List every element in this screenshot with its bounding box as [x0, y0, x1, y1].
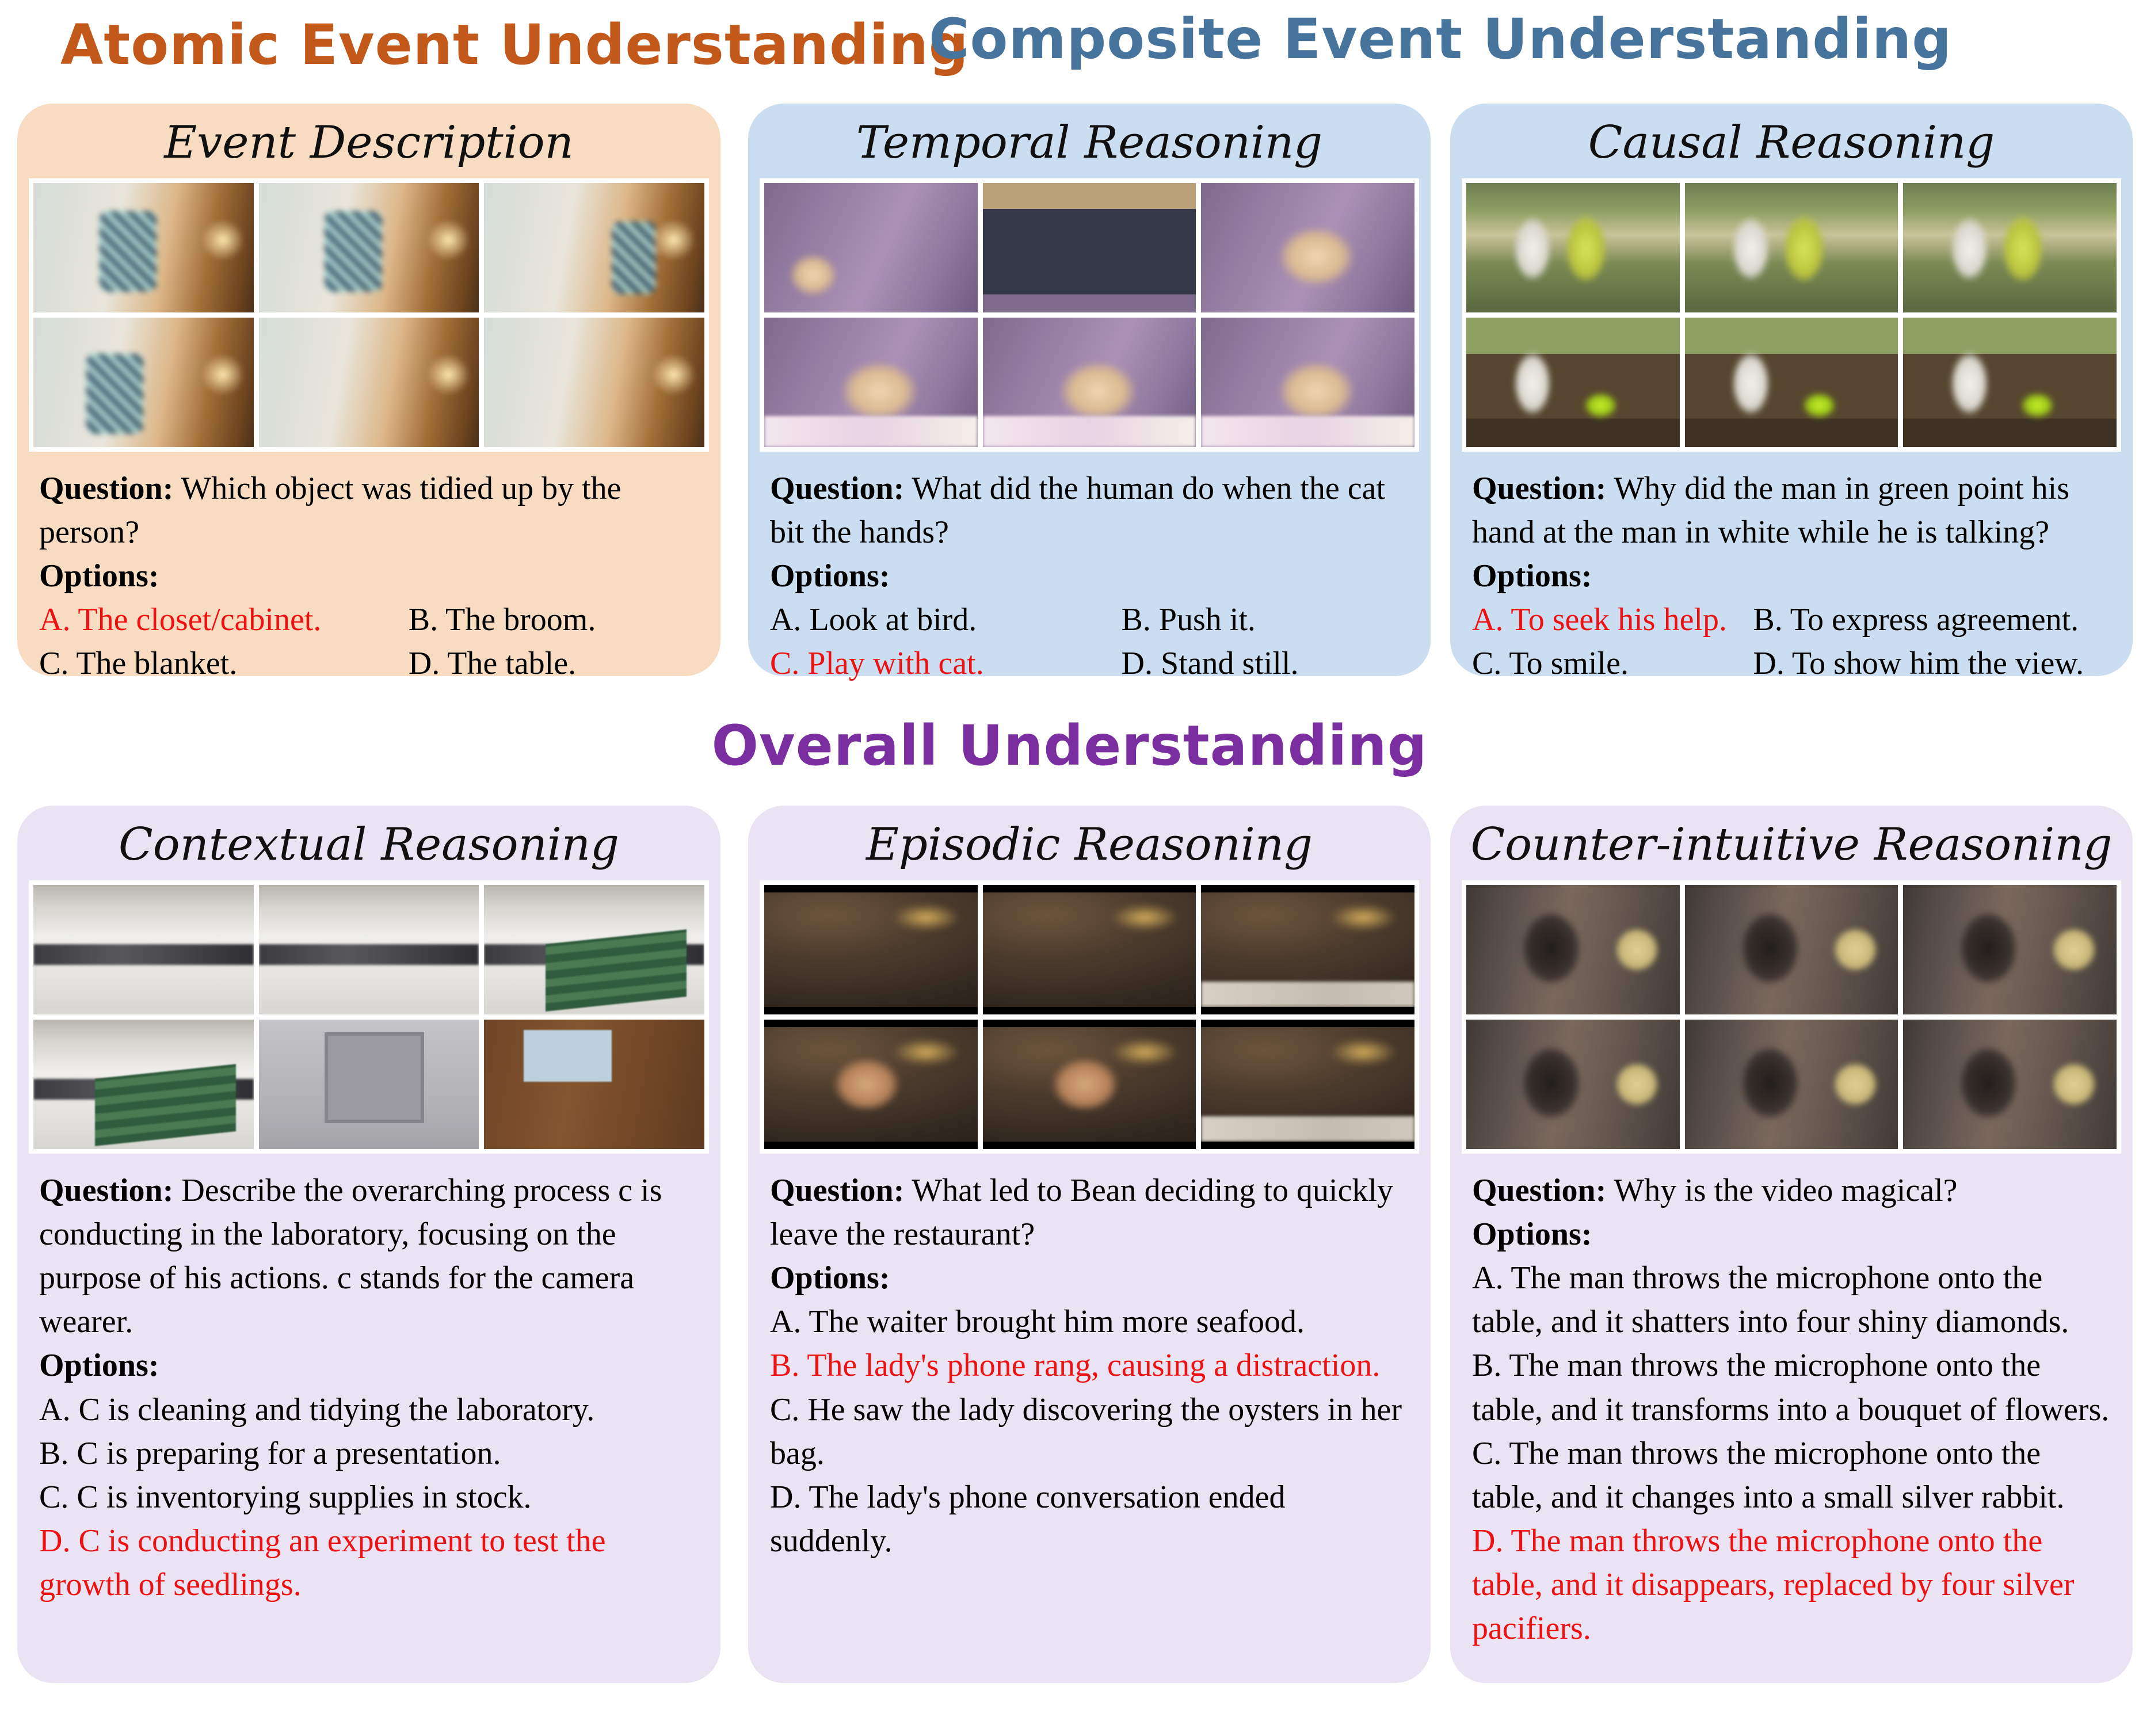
- video-frame-grid: [29, 178, 709, 452]
- question-block: [1450, 452, 2133, 686]
- options-label: Options:: [39, 1348, 159, 1384]
- video-frame: [1903, 183, 2117, 312]
- option-c: C. The man throws the microphone onto the table, and it changes into a small silver rabbit.: [1472, 1435, 2065, 1515]
- option-a: A. The closet/cabinet.: [39, 602, 322, 638]
- option-b: B. The lady's phone rang, causing a distraction.: [770, 1348, 1381, 1384]
- options-list: [770, 1300, 1409, 1563]
- video-frame: [259, 1020, 479, 1149]
- options-list: [39, 1388, 699, 1607]
- question-label: Question:: [39, 1172, 174, 1208]
- option-a: A. To seek his help.: [1472, 602, 1727, 638]
- option-c: C. C is inventorying supplies in stock.: [39, 1479, 532, 1515]
- option-c: C. To smile.: [1472, 646, 1629, 682]
- video-frame: [1201, 183, 1414, 312]
- option-d: D. C is conducting an experiment to test the growth of seedlings.: [39, 1523, 606, 1603]
- video-frame: [484, 183, 704, 312]
- panel-header: Event Description: [164, 117, 574, 169]
- video-frame: [764, 1020, 978, 1149]
- options-label: Options:: [770, 1260, 890, 1296]
- options-list: [1472, 1256, 2111, 1650]
- question-block: [1450, 1154, 2133, 1651]
- option-d: D. Stand still.: [1121, 646, 1299, 682]
- question-label: Question:: [1472, 470, 1607, 506]
- options-list: [39, 598, 699, 685]
- video-frame: [1685, 885, 1898, 1014]
- question-block: [17, 1154, 720, 1607]
- panel-header: Counter-intuitive Reasoning: [1470, 819, 2113, 871]
- video-frame: [1201, 1020, 1414, 1149]
- options-label: Options:: [770, 558, 890, 594]
- video-frame: [764, 885, 978, 1014]
- video-frame: [983, 318, 1196, 447]
- video-frame: [1466, 318, 1680, 447]
- question-label: Question:: [1472, 1172, 1607, 1208]
- video-frame: [1685, 318, 1898, 447]
- video-frame: [259, 183, 479, 312]
- video-frame-grid: [760, 178, 1419, 452]
- panel-causal-reasoning: [1450, 104, 2133, 682]
- video-frame: [259, 318, 479, 447]
- video-frame: [33, 183, 254, 312]
- video-frame: [1201, 885, 1414, 1014]
- question-text: Question: Why did the man in green point his hand at the man in white while he is talking?: [1472, 470, 2069, 550]
- video-frame: [484, 1020, 704, 1149]
- option-a: A. The man throws the microphone onto the table, and it shatters into four shiny diamonds.: [1472, 1260, 2069, 1340]
- section-title-overall: Overall Understanding: [711, 714, 1428, 778]
- section-title-atomic: Atomic Event Understanding: [60, 13, 969, 77]
- question-text: Question: Describe the overarching process c is conducting in the laboratory, focusing on the purpose of his actions. c stands for the camera wearer.: [39, 1172, 662, 1340]
- video-frame: [983, 183, 1196, 312]
- option-d: D. The man throws the microphone onto the table, and it disappears, replaced by four silver pacifiers.: [1472, 1523, 2075, 1647]
- panel-event-description: [17, 104, 720, 682]
- option-b: B. The man throws the microphone onto the table, and it transforms into a bouquet of flowers.: [1472, 1348, 2110, 1428]
- option-d: D. To show him the view.: [1753, 646, 2084, 682]
- question-text: Question: What led to Bean deciding to quickly leave the restaurant?: [770, 1172, 1394, 1252]
- video-frame: [1466, 1020, 1680, 1149]
- option-d: D. The table.: [408, 646, 577, 682]
- question-block: [748, 452, 1431, 686]
- option-c: C. He saw the lady discovering the oysters in her bag.: [770, 1391, 1402, 1471]
- section-title-composite: Composite Event Understanding: [929, 7, 1952, 71]
- video-frame-grid: [1462, 880, 2121, 1154]
- video-frame: [33, 318, 254, 447]
- question-block: [748, 1154, 1431, 1563]
- panel-contextual-reasoning: [17, 806, 720, 1683]
- video-frame: [484, 318, 704, 447]
- panel-temporal-reasoning: [748, 104, 1431, 682]
- video-frame: [764, 318, 978, 447]
- question-text: Question: Which object was tidied up by the person?: [39, 470, 622, 550]
- panel-header: Causal Reasoning: [1588, 117, 1995, 169]
- panel-header: Episodic Reasoning: [866, 819, 1313, 871]
- option-d: D. The lady's phone conversation ended suddenly.: [770, 1479, 1286, 1559]
- options-label: Options:: [1472, 1216, 1592, 1252]
- question-text: Question: Why is the video magical?: [1472, 1172, 1958, 1208]
- option-b: B. Push it.: [1121, 602, 1256, 638]
- question-label: Question:: [770, 1172, 905, 1208]
- question-label: Question:: [770, 470, 905, 506]
- option-c: C. The blanket.: [39, 646, 238, 682]
- video-frame: [1201, 318, 1414, 447]
- option-b: B. The broom.: [408, 602, 596, 638]
- video-frame: [33, 1020, 254, 1149]
- video-frame: [259, 885, 479, 1014]
- video-frame: [1903, 318, 2117, 447]
- video-frame-grid: [760, 880, 1419, 1154]
- panel-episodic-reasoning: [748, 806, 1431, 1683]
- option-b: B. C is preparing for a presentation.: [39, 1435, 501, 1471]
- options-label: Options:: [1472, 558, 1592, 594]
- video-frame-grid: [29, 880, 709, 1154]
- question-label: Question:: [39, 470, 174, 506]
- video-frame-grid: [1462, 178, 2121, 452]
- video-frame: [1903, 885, 2117, 1014]
- panel-header: Temporal Reasoning: [856, 117, 1323, 169]
- video-frame: [983, 1020, 1196, 1149]
- question-block: [17, 452, 720, 686]
- option-c: C. Play with cat.: [770, 646, 984, 682]
- options-label: Options:: [39, 558, 159, 594]
- video-frame: [1466, 885, 1680, 1014]
- option-a: A. The waiter brought him more seafood.: [770, 1304, 1305, 1340]
- option-b: B. To express agreement.: [1753, 602, 2079, 638]
- video-frame: [1685, 183, 1898, 312]
- video-frame: [1466, 183, 1680, 312]
- panel-header: Contextual Reasoning: [119, 819, 619, 871]
- video-frame: [33, 885, 254, 1014]
- video-frame: [764, 183, 978, 312]
- video-frame: [983, 885, 1196, 1014]
- options-list: [770, 598, 1409, 685]
- video-frame: [484, 885, 704, 1014]
- question-text: Question: What did the human do when the cat bit the hands?: [770, 470, 1385, 550]
- video-frame: [1903, 1020, 2117, 1149]
- options-list: [1472, 598, 2111, 685]
- panel-counter-intuitive-reasoning: [1450, 806, 2133, 1683]
- option-a: A. C is cleaning and tidying the laboratory.: [39, 1391, 595, 1428]
- video-frame: [1685, 1020, 1898, 1149]
- option-a: A. Look at bird.: [770, 602, 977, 638]
